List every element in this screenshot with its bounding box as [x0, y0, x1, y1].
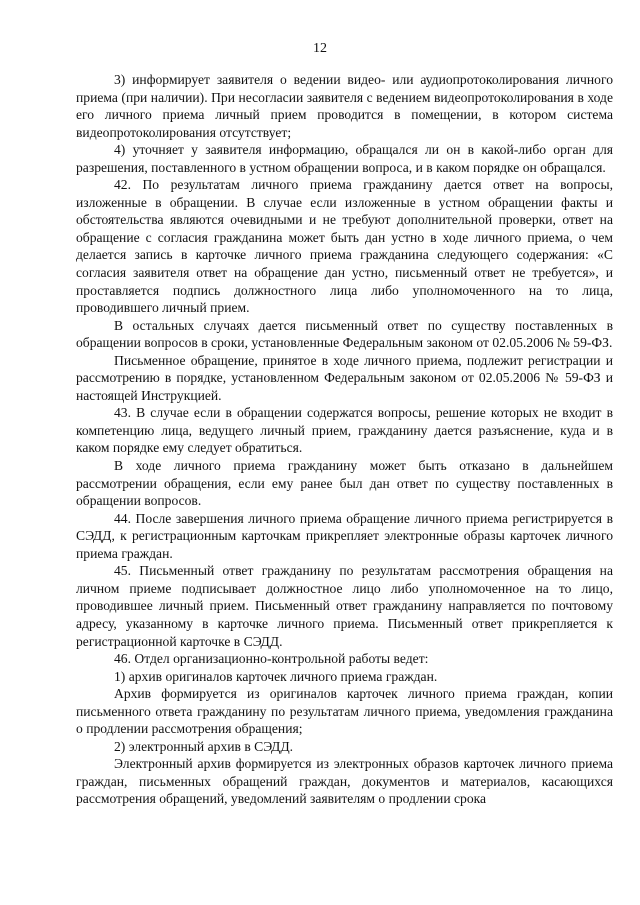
paragraph-46-department-maintains: 46. Отдел организационно-контрольной работы ведет: [114, 651, 429, 667]
paragraph-45-written-answer-signing: 45. Письменный ответ гражданину по результатам рассмотрения обращения на личном приеме подписывает должностное лицо либо уполномоченное на то лицо, проводившее личный прием. Письменный ответ гражданину направляется по почтовому адресу, указанному в карточке личного приема. Письменный ответ прикрепляется к регистрационной карточке в СЭДД. [76, 563, 613, 649]
paragraph-electronic-archive: 2) электронный архив в СЭДД. [114, 738, 293, 754]
paragraph-item-3-video-recording: 3) информирует заявителя о ведении видео- или аудиопротоколирования личного приема (при наличии). При несогласии заявителя с ведением видеопротоколирования в ходе его личного приема личный прием проводится в помещении, в котором система видеопротоколирования отсутствует; [76, 72, 613, 140]
paragraph-archive-formation: Архив формируется из оригиналов карточек личного приема граждан, копии письменного ответа гражданину по результатам личного приема, уведомления гражданина о продлении рассмотрения обращения; [76, 686, 613, 737]
paragraph-archive-originals: 1) архив оригиналов карточек личного приема граждан. [114, 668, 438, 684]
page-number: 12 [313, 41, 327, 56]
paragraph-43-outside-competence: 43. В случае если в обращении содержатся вопросы, решение которых не входит в компетенцию лица, ведущего личный прием, гражданину дается разъяснение, куда и в каком порядке ему следует обратиться. [76, 405, 613, 456]
paragraph-written-answer-deadlines: В остальных случаях дается письменный ответ по существу поставленных в обращении вопросов в сроки, установленные Федеральным законом от 02.05.2006 № 59-ФЗ. [76, 317, 613, 351]
paragraph-written-appeal-registration: Письменное обращение, принятое в ходе личного приема, подлежит регистрации и рассмотрению в порядке, установленном Федеральным законом от 02.05.2006 № 59-ФЗ и настоящей Инструкцией. [76, 352, 613, 403]
paragraph-electronic-archive-formation: Электронный архив формируется из электронных образов карточек личного приема граждан, письменных обращений граждан, документов и материалов, касающихся рассмотрения обращений, уведомлений заявителям о продлении срока [76, 756, 613, 807]
paragraph-item-4-clarify-prior-appeals: 4) уточняет у заявителя информацию, обращался ли он в какой-либо орган для разрешения, поставленного в устном обращении вопроса, и в каком порядке он обращался. [76, 142, 613, 175]
paragraph-refusal-further-review: В ходе личного приема гражданину может быть отказано в дальнейшем рассмотрении обращения, если ему ранее был дан ответ по существу поставленных в обращении вопросов. [76, 458, 613, 509]
paragraph-42-reception-results: 42. По результатам личного приема гражданину дается ответ на вопросы, изложенные в обращении. В случае если изложенные в устном обращении факты и обстоятельства являются очевидными и не требуют дополнительной проверки, ответ на обращение с согласия гражданина может быть дан устно в ходе личного приема, о чем делается запись в карточке личного приема гражданина следующего содержания: «С согласия заявителя ответ на обращение дан устно, письменный ответ не требуется», и проставляется подпись должностного лица либо уполномоченного на то лица, проводившего личный прием. [76, 177, 613, 316]
paragraph-44-registration-sedd: 44. После завершения личного приема обращение личного приема регистрируется в СЭДД, к регистрационным карточкам прикрепляет электронные образы карточек личного приема граждан. [76, 510, 613, 561]
document-body [76, 71, 613, 808]
